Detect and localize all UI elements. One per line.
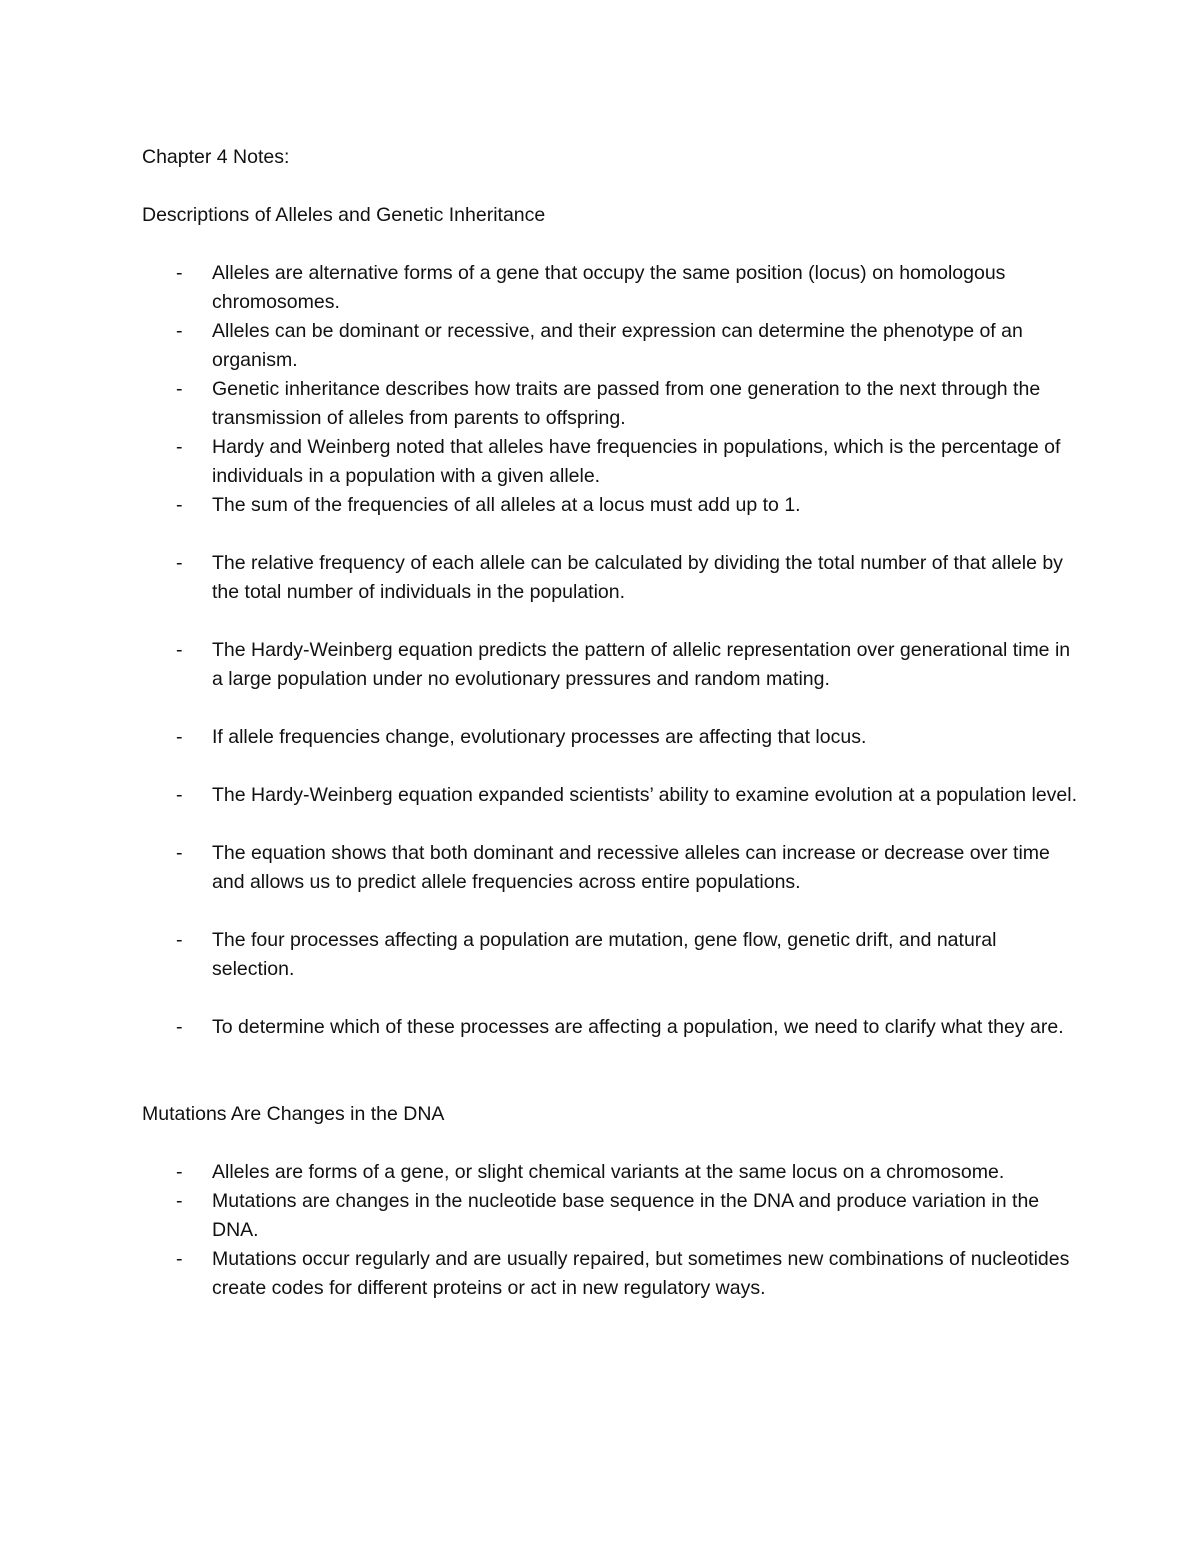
bullet-list-mutations bbox=[142, 1158, 1082, 1303]
list-item: - Alleles can be dominant or recessive, and their expression can determine the phenotype of an organism. bbox=[142, 317, 1082, 375]
list-item: - Mutations are changes in the nucleotide base sequence in the DNA and produce variation in the DNA. bbox=[142, 1187, 1082, 1245]
section-heading-mutations: Mutations Are Changes in the DNA bbox=[142, 1103, 445, 1125]
section-heading-alleles: Descriptions of Alleles and Genetic Inheritance bbox=[142, 204, 546, 226]
list-item: - The relative frequency of each allele can be calculated by dividing the total number of that allele by the total number of individuals in the population. bbox=[142, 549, 1082, 607]
list-item: - The Hardy-Weinberg equation predicts the pattern of allelic representation over generational time in a large population under no evolutionary pressures and random mating. bbox=[142, 636, 1082, 694]
list-item: - To determine which of these processes are affecting a population, we need to clarify what they are. bbox=[142, 1013, 1082, 1042]
list-item: - If allele frequencies change, evolutionary processes are affecting that locus. bbox=[142, 723, 1082, 752]
section-spacer bbox=[142, 1042, 1082, 1100]
list-item: - Genetic inheritance describes how traits are passed from one generation to the next through the transmission of alleles from parents to offspring. bbox=[142, 375, 1082, 433]
list-item: - Alleles are alternative forms of a gene that occupy the same position (locus) on homologous chromosomes. bbox=[142, 259, 1082, 317]
document-title: Chapter 4 Notes: bbox=[142, 146, 290, 168]
list-item: - The Hardy-Weinberg equation expanded scientists’ ability to examine evolution at a population level. bbox=[142, 781, 1082, 810]
list-item: - Mutations occur regularly and are usually repaired, but sometimes new combinations of nucleotides create codes for different proteins or act in new regulatory ways. bbox=[142, 1245, 1082, 1303]
document-body bbox=[142, 143, 1082, 1303]
list-item: - The equation shows that both dominant and recessive alleles can increase or decrease over time and allows us to predict allele frequencies across entire populations. bbox=[142, 839, 1082, 897]
bullet-list-alleles bbox=[142, 259, 1082, 1042]
list-item: - Alleles are forms of a gene, or slight chemical variants at the same locus on a chromosome. bbox=[142, 1158, 1082, 1187]
list-item: - The sum of the frequencies of all alleles at a locus must add up to 1. bbox=[142, 491, 1082, 520]
list-item: - Hardy and Weinberg noted that alleles have frequencies in populations, which is the percentage of individuals in a population with a given allele. bbox=[142, 433, 1082, 491]
list-item: - The four processes affecting a population are mutation, gene flow, genetic drift, and natural selection. bbox=[142, 926, 1082, 984]
